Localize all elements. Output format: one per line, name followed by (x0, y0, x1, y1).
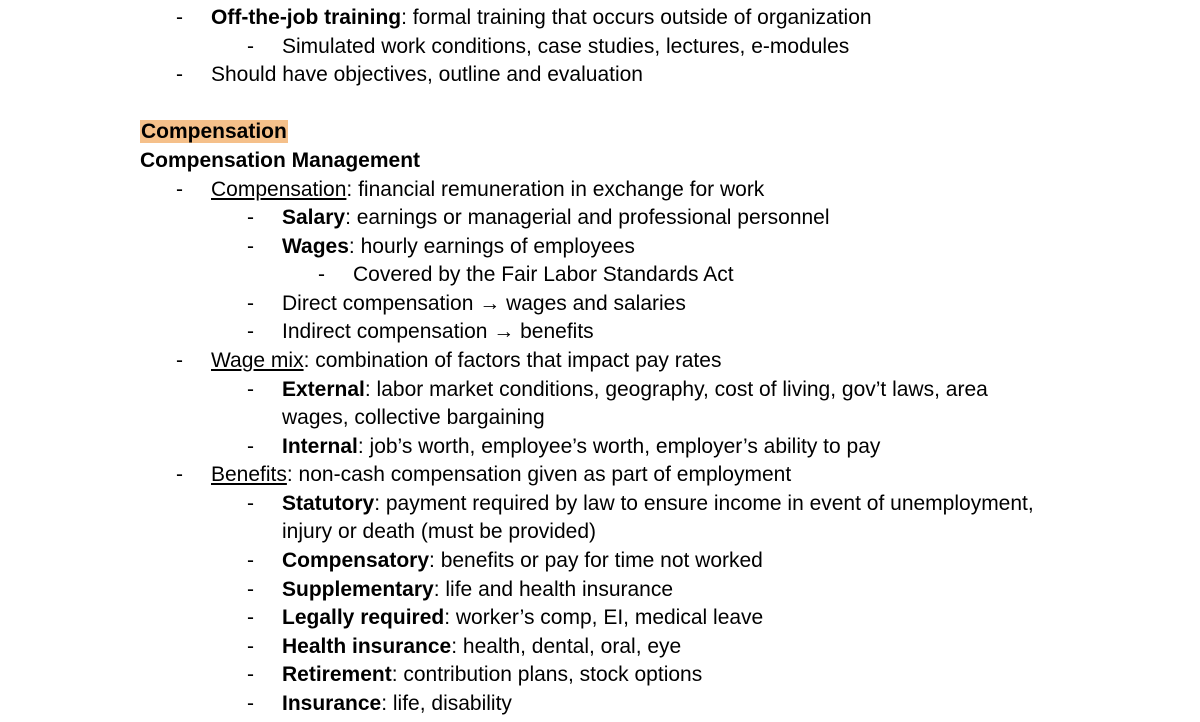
bullet-dash: - (318, 263, 325, 286)
item-text: : earnings or managerial and professional personnel (345, 206, 830, 229)
bullet-dash: - (247, 206, 254, 229)
item-text: : job’s worth, employee’s worth, employer’s ability to pay (357, 435, 881, 458)
list-item-continuation: injury or death (must be provided) (282, 520, 596, 543)
list-item: Direct compensation → wages and salaries (282, 292, 686, 315)
list-item (282, 633, 681, 661)
list-item (282, 433, 880, 461)
bullet-dash: - (176, 63, 183, 86)
list-item (282, 233, 635, 261)
list-item: Should have objectives, outline and evaluation (211, 63, 643, 86)
bullet-dash: - (176, 6, 183, 29)
list-item (282, 490, 1034, 518)
list-item (211, 461, 791, 489)
term-bold: Health insurance (282, 635, 452, 658)
term-bold: External (282, 378, 365, 401)
bullet-dash: - (247, 692, 254, 715)
list-item: Simulated work conditions, case studies, lectures, e-modules (282, 35, 850, 58)
highlighted-heading: Compensation (141, 120, 287, 143)
bullet-dash: - (247, 606, 254, 629)
term-bold: Statutory (282, 492, 375, 515)
term-underlined: Compensation (211, 178, 347, 201)
bullet-dash: - (247, 320, 254, 343)
bullet-dash: - (247, 663, 254, 686)
list-item (282, 376, 988, 404)
item-text: : combination of factors that impact pay rates (303, 349, 722, 372)
list-item (282, 661, 702, 689)
term-bold: Retirement (282, 663, 392, 686)
term-bold: Wages (282, 235, 349, 258)
item-text: : labor market conditions, geography, cost of living, gov’t laws, area (364, 378, 988, 401)
bullet-dash: - (247, 492, 254, 515)
list-item (211, 347, 721, 375)
item-text: : worker’s comp, EI, medical leave (444, 606, 764, 629)
list-item (282, 204, 830, 232)
term-bold: Insurance (282, 692, 382, 715)
bullet-dash: - (247, 635, 254, 658)
term-underlined: Benefits (211, 463, 287, 486)
term-bold: Legally required (282, 606, 445, 629)
item-text: : contribution plans, stock options (391, 663, 703, 686)
section-heading (140, 118, 288, 146)
item-text: : non-cash compensation given as part of employment (286, 463, 792, 486)
list-item (211, 176, 764, 204)
item-text: : life, disability (381, 692, 512, 715)
term-bold: Salary (282, 206, 346, 229)
bullet-dash: - (247, 35, 254, 58)
term-bold: Supplementary (282, 578, 434, 601)
item-text: : financial remuneration in exchange for work (346, 178, 765, 201)
list-item (282, 690, 512, 718)
bullet-dash: - (176, 463, 183, 486)
list-item (211, 4, 872, 32)
bullet-dash: - (247, 292, 254, 315)
item-text: : benefits or pay for time not worked (429, 549, 763, 572)
term-bold: Compensatory (282, 549, 430, 572)
bullet-dash: - (247, 578, 254, 601)
subsection-heading: Compensation Management (140, 149, 421, 172)
list-item: Covered by the Fair Labor Standards Act (353, 263, 734, 286)
list-item-continuation: wages, collective bargaining (282, 406, 545, 429)
bullet-dash: - (247, 549, 254, 572)
list-item: Indirect compensation → benefits (282, 320, 594, 343)
item-text: : payment required by law to ensure income in event of unemployment, (374, 492, 1034, 515)
bullet-dash: - (247, 235, 254, 258)
bullet-dash: - (176, 178, 183, 201)
list-item (282, 576, 673, 604)
bullet-dash: - (247, 435, 254, 458)
bullet-dash: - (176, 349, 183, 372)
list-item (282, 547, 763, 575)
bullet-dash: - (247, 378, 254, 401)
item-text: : life and health insurance (433, 578, 674, 601)
item-text: : hourly earnings of employees (348, 235, 635, 258)
term-underlined: Wage mix (211, 349, 304, 372)
item-text: : health, dental, oral, eye (451, 635, 682, 658)
term-bold: Off-the-job training (211, 6, 402, 29)
list-item (282, 604, 763, 632)
term-bold: Internal (282, 435, 358, 458)
item-text: : formal training that occurs outside of organization (401, 6, 872, 29)
